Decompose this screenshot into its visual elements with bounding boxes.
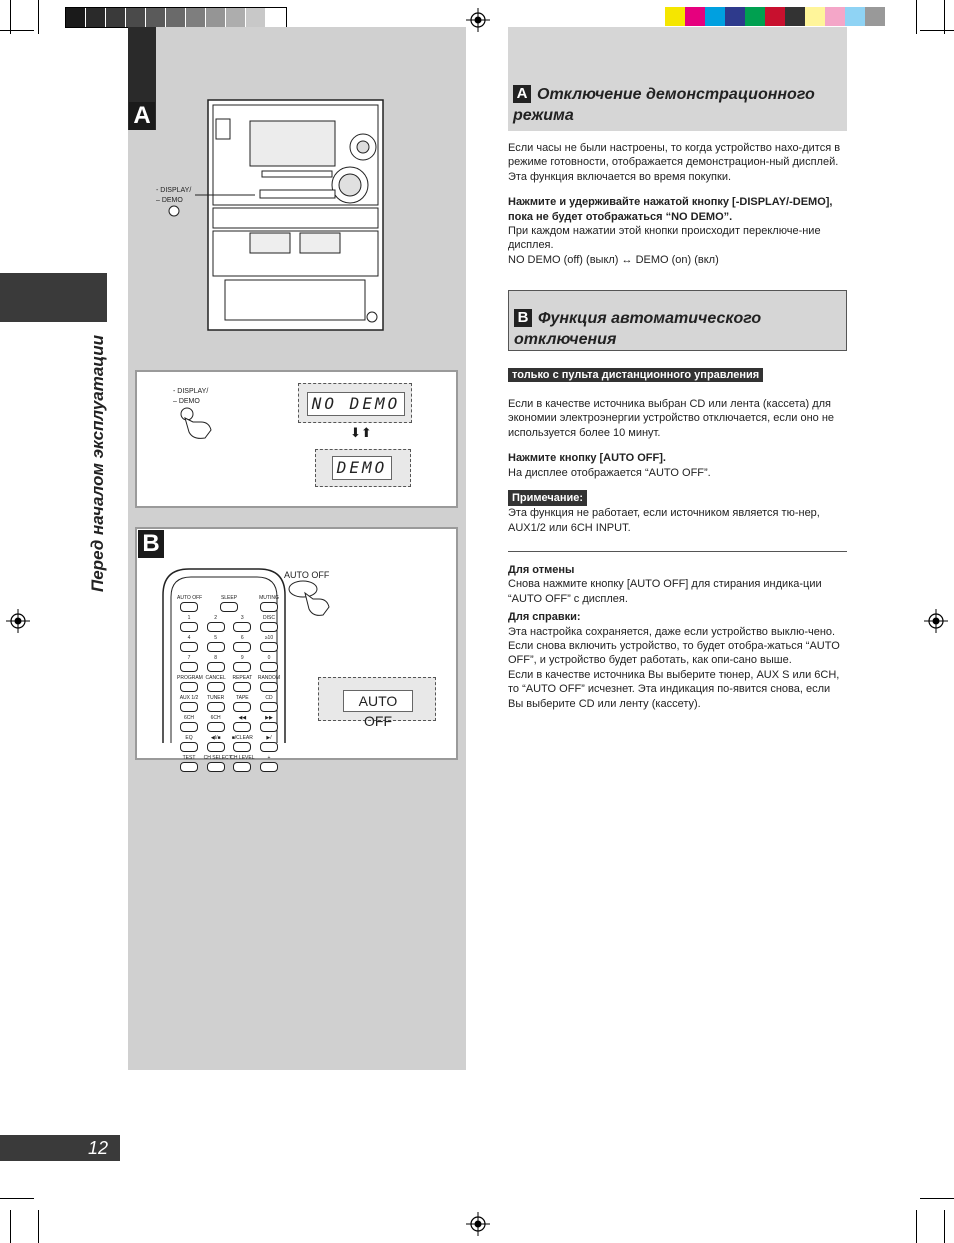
remote-button[interactable] — [230, 615, 254, 632]
remote-button[interactable] — [177, 715, 201, 732]
remote-button[interactable] — [177, 755, 201, 772]
auto-off-callout: AUTO OFF — [284, 570, 330, 580]
remote-button-label: AUX 1/2 — [179, 695, 199, 701]
remote-button-oval — [180, 762, 198, 772]
remote-button-label: SLEEP — [220, 595, 238, 601]
section-b-display-text: На дисплее отображается “AUTO OFF”. — [508, 466, 711, 479]
remote-button[interactable] — [257, 615, 281, 632]
remote-button-oval — [260, 682, 278, 692]
remote-button-row — [177, 635, 281, 652]
section-a-title: A Отключение демонстрационного режима — [513, 85, 815, 124]
note-label: Примечание: — [508, 490, 587, 506]
remote-button-label: 7 — [187, 655, 191, 661]
figure-b-detail — [135, 527, 458, 760]
remote-button-oval — [180, 702, 198, 712]
section-tab — [0, 273, 107, 322]
remote-button-label: + — [267, 755, 271, 761]
remote-button-oval — [207, 622, 225, 632]
side-title: Перед началом эксплуатации — [88, 334, 107, 592]
remote-button-label: 6CH — [210, 715, 221, 721]
remote-button-label: PROGRAM — [177, 675, 203, 681]
remote-button-label: RANDOM — [257, 675, 281, 681]
crop-mark — [916, 1210, 917, 1243]
section-b-body — [508, 397, 848, 535]
remote-button[interactable] — [230, 695, 254, 712]
page-number: 12 — [0, 1135, 120, 1161]
registration-mark-icon — [6, 609, 30, 633]
remote-button-label: TAPE — [235, 695, 249, 701]
section-a-toggle-values: NO DEMO (off) (выкл) ↔ DEMO (on) (вкл) — [508, 253, 719, 266]
crop-mark — [916, 0, 917, 34]
section-a-intro: Если часы не были настроены, то когда устройство нахо-дится в режиме готовности, отображается демонстрацион-ный дисплей. Эта функция включается во время покупки. — [508, 142, 841, 183]
remote-button-label: 0 — [267, 655, 271, 661]
crop-mark — [0, 1198, 34, 1199]
remote-button[interactable] — [177, 735, 201, 752]
section-a-instruction-2: пока не будет отображаться “NO DEMO”. — [508, 210, 733, 223]
remote-button-label: 2 — [214, 615, 218, 621]
remote-button[interactable] — [257, 595, 281, 612]
remote-button[interactable] — [204, 715, 228, 732]
remote-button-grid — [177, 595, 281, 775]
remote-button-row — [177, 695, 281, 712]
remote-button-oval — [180, 742, 198, 752]
remote-button[interactable] — [204, 695, 228, 712]
remote-button-label: TEST — [182, 755, 196, 761]
hand-press-icon — [287, 577, 333, 623]
remote-button-row — [177, 615, 281, 632]
remote-button-label: 9 — [240, 655, 244, 661]
section-b-intro: Если в качестве источника выбран CD или лента (кассета) для экономии электроэнергии устройство отключается, если оно не используется более 10 минут. — [508, 398, 835, 439]
remote-button-label: 3 — [240, 615, 244, 621]
remote-button-label: TUNER — [207, 695, 225, 701]
remote-button-oval — [180, 622, 198, 632]
remote-button-oval — [260, 722, 278, 732]
remote-button[interactable] — [257, 755, 281, 772]
crop-mark — [38, 0, 39, 34]
remote-button-oval — [233, 662, 251, 672]
toggle-arrows-icon: ⬇⬆ — [350, 425, 372, 440]
remote-button-oval — [260, 742, 278, 752]
remote-button-oval — [220, 602, 238, 612]
remote-button[interactable] — [217, 595, 241, 612]
remote-button[interactable] — [204, 655, 228, 672]
remote-button-label: CH SELECT — [203, 755, 232, 761]
section-b-label: B — [514, 309, 532, 327]
remote-button-label: CD — [265, 695, 273, 701]
crop-mark — [10, 0, 11, 34]
remote-button-oval — [233, 762, 251, 772]
remote-button-oval — [260, 602, 278, 612]
display-demo-label-bottom: – DEMO — [156, 197, 183, 204]
remote-button-oval — [180, 642, 198, 652]
crop-mark — [944, 0, 945, 34]
section-b-instruction: Нажмите кнопку [AUTO OFF]. — [508, 452, 666, 465]
crop-mark — [0, 30, 34, 31]
remote-button-label: 5 — [214, 635, 218, 641]
crop-mark — [920, 1198, 954, 1199]
remote-button-oval — [180, 662, 198, 672]
remote-button[interactable] — [230, 655, 254, 672]
section-a-instruction-1: Нажмите и удерживайте нажатой кнопку [-DISPLAY/-DEMO], — [508, 196, 833, 209]
remote-button[interactable] — [230, 635, 254, 652]
remote-button-label: 1 — [187, 615, 191, 621]
figure-b-label: B — [138, 530, 164, 558]
color-calibration-bar — [665, 7, 885, 26]
lcd-no-demo: NO DEMO — [298, 383, 412, 423]
remote-button-oval — [207, 722, 225, 732]
remote-button-label: CANCEL — [205, 675, 226, 681]
reference-title: Для справки: — [508, 611, 581, 624]
remote-button-row — [177, 595, 281, 612]
cancel-title: Для отмены — [508, 564, 575, 576]
remote-button-oval — [260, 762, 278, 772]
reference-text-2: Если в качестве источника Вы выберите тюнер, AUX S или 6CH, то “AUTO OFF” исчезнет. Эта индикация по-явится снова, если Вы выберите CD или ленту (кассету). — [508, 668, 840, 710]
remote-button-label: ■/CLEAR — [231, 735, 253, 741]
remote-button-oval — [260, 702, 278, 712]
remote-button[interactable] — [177, 595, 201, 612]
figure-a-detail — [135, 370, 458, 508]
remote-button[interactable] — [177, 635, 201, 652]
remote-button[interactable] — [257, 735, 281, 752]
remote-button-label: MUTING — [259, 595, 279, 601]
section-a-body — [508, 141, 848, 267]
display-demo-label-top: - DISPLAY/ — [156, 187, 192, 194]
remote-button[interactable] — [257, 715, 281, 732]
remote-button[interactable] — [204, 635, 228, 652]
remote-button[interactable] — [230, 675, 254, 692]
crop-mark — [920, 30, 954, 31]
remote-button-row — [177, 735, 281, 752]
remote-button-label: 6 — [240, 635, 244, 641]
remote-button-oval — [260, 662, 278, 672]
remote-button-label: EQ — [185, 735, 193, 741]
remote-button-oval — [207, 762, 225, 772]
registration-mark-icon — [466, 8, 490, 32]
remote-button[interactable] — [257, 635, 281, 652]
section-b-title: B Функция автоматического отключения — [514, 309, 762, 348]
remote-button[interactable] — [177, 695, 201, 712]
remote-button-label: CH LEVEL — [230, 755, 255, 761]
remote-button[interactable] — [204, 735, 228, 752]
hand-press-icon — [175, 404, 217, 444]
remote-button-oval — [207, 742, 225, 752]
remote-button-oval — [260, 642, 278, 652]
remote-button-label: AUTO OFF — [177, 595, 203, 601]
remote-button-oval — [180, 722, 198, 732]
lcd-demo: DEMO — [315, 449, 411, 487]
remote-button-row — [177, 755, 281, 772]
remote-button[interactable] — [230, 755, 254, 772]
section-a-heading-box — [508, 27, 847, 131]
remote-button[interactable] — [257, 675, 281, 692]
section-b-extra — [508, 563, 848, 711]
figure-a-label: A — [129, 102, 155, 130]
remote-button-label: ◀◀ — [238, 715, 247, 721]
remote-button-oval — [207, 642, 225, 652]
remote-button-oval — [233, 622, 251, 632]
remote-button-oval — [233, 682, 251, 692]
remote-button-oval — [207, 682, 225, 692]
remote-button-oval — [233, 702, 251, 712]
cancel-text: Снова нажмите кнопку [AUTO OFF] для стирания индика-ции “AUTO OFF” с дисплея. — [508, 578, 822, 605]
remote-button-label: ◀I/■ — [210, 735, 221, 741]
crop-mark — [944, 1210, 945, 1243]
remote-button-oval — [180, 602, 198, 612]
section-a-toggle-text: При каждом нажатии этой кнопки происходит переключе-ние дисплея. — [508, 225, 821, 252]
section-b-heading-box — [508, 290, 847, 351]
gray-calibration-bar — [65, 7, 287, 28]
divider — [508, 551, 847, 552]
reference-text-1: Эта настройка сохраняется, даже если устройство выклю-чено. Если снова включить устройство, то будет отобра-жаться “AUTO OFF”, и устройство будет работать, как опи-сано выше. — [508, 625, 840, 667]
remote-button[interactable] — [230, 715, 254, 732]
lcd-auto-off: AUTO OFF — [318, 677, 436, 721]
remote-button-oval — [207, 702, 225, 712]
remote-button-label: ▶/ — [266, 735, 272, 741]
remote-button-label: 6CH — [183, 715, 194, 721]
registration-mark-icon — [924, 609, 948, 633]
remote-button-oval — [260, 622, 278, 632]
display-demo-label-top: - DISPLAY/ — [173, 388, 209, 395]
remote-button-row — [177, 675, 281, 692]
remote-button-oval — [233, 742, 251, 752]
remote-button[interactable] — [257, 695, 281, 712]
remote-button-row — [177, 715, 281, 732]
remote-button-oval — [233, 642, 251, 652]
remote-button-label: ≥10 — [264, 635, 274, 641]
remote-button[interactable] — [177, 655, 201, 672]
remote-button[interactable] — [257, 655, 281, 672]
crop-mark — [38, 1210, 39, 1243]
remote-button-label: ▶▶ — [265, 715, 273, 721]
remote-button-label: 8 — [214, 655, 218, 661]
display-demo-label-bottom: – DEMO — [173, 398, 200, 405]
note-text: Эта функция не работает, если источником является тю-нер, AUX1/2 или 6CH INPUT. — [508, 507, 820, 534]
remote-button-oval — [180, 682, 198, 692]
section-a-label: A — [513, 85, 531, 103]
remote-button[interactable] — [203, 755, 232, 772]
remote-button[interactable] — [177, 615, 201, 632]
remote-button-label: REPEAT — [232, 675, 253, 681]
remote-button-label: DISC — [262, 615, 275, 621]
remote-button[interactable] — [230, 735, 254, 752]
remote-button[interactable] — [204, 675, 228, 692]
remote-only-tag: только с пульта дистанционного управления — [508, 365, 763, 383]
registration-mark-icon — [466, 1212, 490, 1236]
stereo-system-illustration — [150, 95, 390, 340]
remote-button[interactable] — [177, 675, 201, 692]
remote-button-row — [177, 655, 281, 672]
remote-button-oval — [207, 662, 225, 672]
remote-button-oval — [233, 722, 251, 732]
remote-button[interactable] — [204, 615, 228, 632]
remote-button-label: 4 — [187, 635, 191, 641]
crop-mark — [10, 1210, 11, 1243]
